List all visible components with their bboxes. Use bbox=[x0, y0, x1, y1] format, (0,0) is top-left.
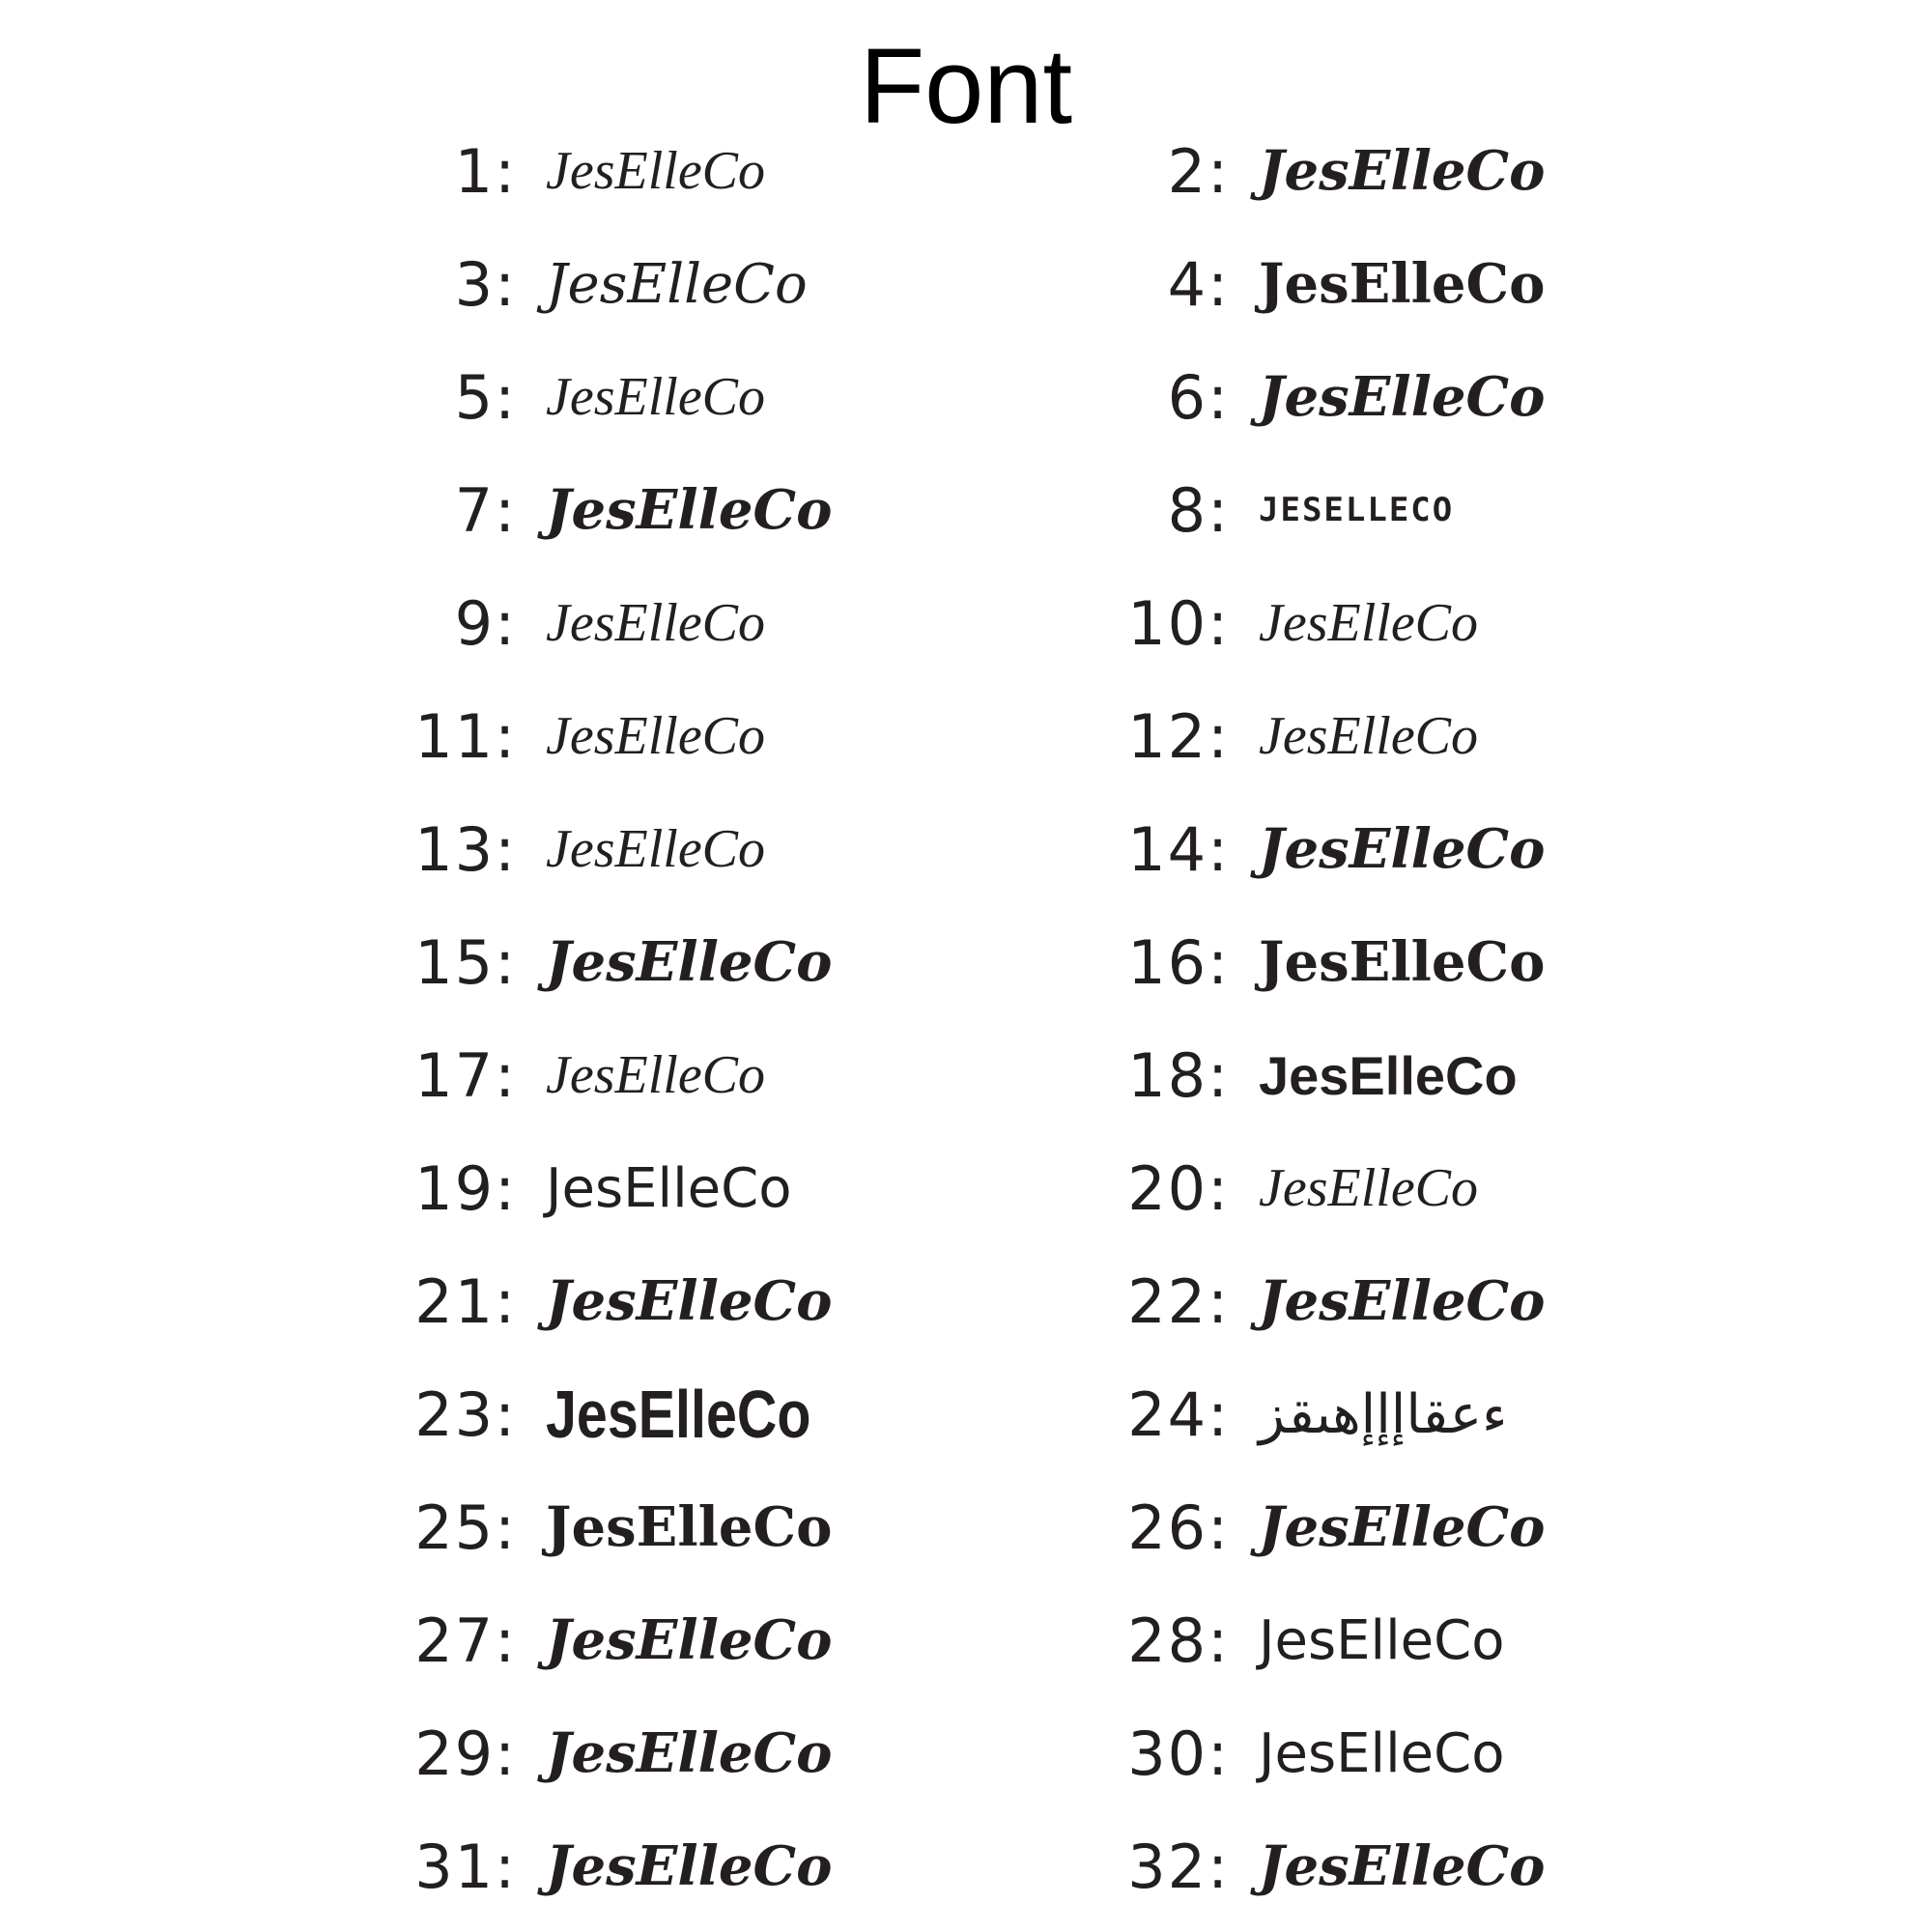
font-sample: JesElleCo bbox=[1259, 1044, 1518, 1106]
font-sample: JesElleCo bbox=[1259, 1158, 1479, 1218]
font-number: 5: bbox=[454, 361, 517, 433]
font-sample: JesElleCo bbox=[546, 367, 766, 427]
font-sample: JesElleCo bbox=[546, 1608, 833, 1672]
font-number: 6: bbox=[1167, 361, 1230, 433]
font-number: 9: bbox=[454, 587, 517, 659]
right-font-row bbox=[0, 1592, 1529, 1689]
font-sample: JesElleCo bbox=[546, 1045, 766, 1105]
font-sample: JesElleCo bbox=[1259, 1834, 1546, 1898]
font-number: 25: bbox=[414, 1492, 517, 1563]
font-sample: JesElleCo bbox=[546, 1834, 833, 1898]
font-number: 12: bbox=[1127, 700, 1230, 772]
font-number: 16: bbox=[1127, 926, 1230, 998]
font-number: 7: bbox=[454, 474, 517, 546]
font-number: 19: bbox=[414, 1152, 517, 1224]
right-font-row bbox=[0, 349, 1546, 445]
font-number: 8: bbox=[1167, 474, 1230, 546]
font-sample: JesElleCo bbox=[1259, 593, 1479, 653]
font-number: 32: bbox=[1127, 1831, 1230, 1902]
font-sample: JesElleCo bbox=[1259, 1608, 1505, 1672]
font-number: 26: bbox=[1127, 1492, 1230, 1563]
font-number: 17: bbox=[414, 1039, 517, 1111]
font-sample: JesElleCo bbox=[546, 1377, 811, 1452]
font-sample: JesElleCo bbox=[1259, 930, 1546, 994]
font-sample: JesElleCo bbox=[546, 1495, 833, 1559]
right-font-row bbox=[0, 123, 1546, 219]
font-sample: JesElleCo bbox=[546, 1269, 833, 1333]
font-sample: JesElleCo bbox=[546, 706, 766, 766]
font-number: 15: bbox=[414, 926, 517, 998]
font-sample: JesElleCo bbox=[546, 141, 766, 201]
font-sample: JESELLECO bbox=[1259, 491, 1455, 529]
font-sample: JesElleCo bbox=[546, 1156, 792, 1220]
font-number: 13: bbox=[414, 813, 517, 885]
right-font-row bbox=[0, 688, 1529, 784]
page-title: Font bbox=[859, 27, 1073, 146]
font-number: 10: bbox=[1127, 587, 1230, 659]
font-number: 28: bbox=[1127, 1605, 1230, 1676]
font-sample: JesElleCo bbox=[546, 478, 833, 542]
font-number: 23: bbox=[414, 1378, 517, 1450]
font-sample: JesElleCo bbox=[1259, 139, 1546, 203]
font-sample: JesElleCo bbox=[546, 593, 766, 653]
font-number: 2: bbox=[1167, 135, 1230, 207]
right-font-row bbox=[0, 575, 1529, 671]
font-sample: JesElleCo bbox=[1259, 706, 1479, 766]
font-number: 31: bbox=[414, 1831, 517, 1902]
font-number: 18: bbox=[1127, 1039, 1230, 1111]
right-font-row bbox=[0, 1818, 1546, 1915]
right-font-row bbox=[0, 801, 1546, 897]
right-font-row bbox=[0, 236, 1546, 332]
font-number: 24: bbox=[1127, 1378, 1230, 1450]
font-number: 1: bbox=[454, 135, 517, 207]
font-sample: JesElleCo bbox=[1259, 252, 1546, 316]
font-number: 11: bbox=[414, 700, 517, 772]
font-number: 29: bbox=[414, 1718, 517, 1789]
font-sample: JesElleCo bbox=[1259, 817, 1546, 881]
font-sample: JesElleCo bbox=[1259, 365, 1546, 429]
font-sample: JesElleCo bbox=[1259, 1721, 1505, 1785]
font-number: 20: bbox=[1127, 1152, 1230, 1224]
font-number: 14: bbox=[1127, 813, 1230, 885]
font-number: 21: bbox=[414, 1265, 517, 1337]
font-number: 4: bbox=[1167, 248, 1230, 320]
font-sample: JesElleCo bbox=[546, 252, 808, 316]
right-font-row bbox=[0, 914, 1546, 1010]
right-font-row bbox=[0, 1027, 1529, 1123]
right-font-row bbox=[0, 1479, 1546, 1576]
font-sample: JesElleCo bbox=[1259, 1269, 1546, 1333]
font-sample: ءعقاإإإهىقز bbox=[1259, 1382, 1508, 1446]
right-font-row bbox=[0, 1253, 1546, 1350]
font-sample: JesElleCo bbox=[546, 930, 833, 994]
font-sample: JesElleCo bbox=[546, 1721, 833, 1785]
right-font-row bbox=[0, 1140, 1529, 1236]
font-number: 3: bbox=[454, 248, 517, 320]
font-number: 30: bbox=[1127, 1718, 1230, 1789]
font-sample: JesElleCo bbox=[546, 819, 766, 879]
right-font-row bbox=[0, 462, 1529, 558]
font-number: 22: bbox=[1127, 1265, 1230, 1337]
right-font-row bbox=[0, 1705, 1529, 1802]
font-number: 27: bbox=[414, 1605, 517, 1676]
right-font-row bbox=[0, 1366, 1529, 1463]
font-sample: JesElleCo bbox=[1259, 1495, 1546, 1559]
